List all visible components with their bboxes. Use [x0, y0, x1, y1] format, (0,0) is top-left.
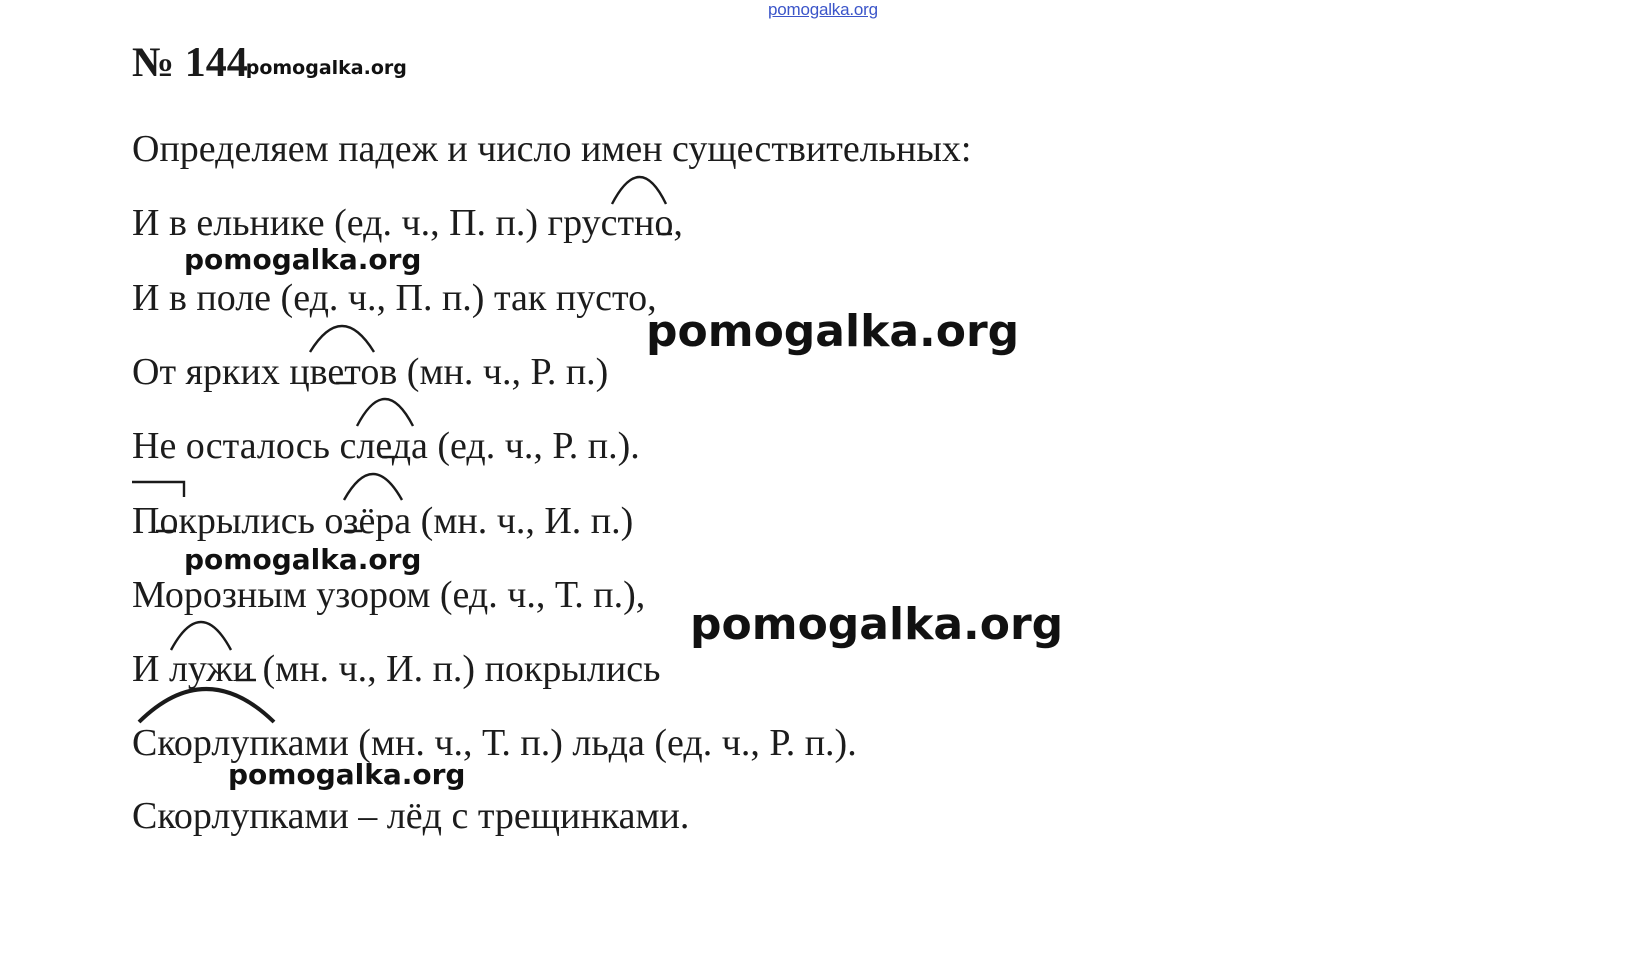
poem-line-3: От ярких цветов (мн. ч., Р. п.): [132, 351, 609, 393]
root-arc-skorlupkami: [139, 689, 274, 722]
exercise-title: [132, 42, 407, 84]
intro-line: Определяем падеж и число имен существительных:: [132, 128, 972, 170]
watermark-text: pomogalka.org: [690, 599, 1064, 650]
root-arc-tsvetov: [310, 326, 374, 352]
watermark-text: pomogalka.org: [228, 758, 466, 791]
root-arc-sleda: [357, 399, 413, 426]
poem-line-2: И в поле (ед. ч., П. п.) так пусто,: [132, 277, 657, 319]
prefix-mark-pokrylis: [132, 482, 184, 497]
watermark-top-link[interactable]: pomogalka.org: [768, 0, 878, 19]
poem-line-5: Покрылись озёра (мн. ч., И. п.): [132, 500, 634, 542]
poem-line-4: Не осталось следа (ед. ч., Р. п.).: [132, 425, 640, 467]
watermark-text: pomogalka.org: [184, 543, 422, 576]
poem-line-8: Скорлупками (мн. ч., Т. п.) льда (ед. ч., Р. п.).: [132, 722, 857, 764]
watermark-text: pomogalka.org: [184, 243, 422, 276]
root-arc-luzhi: [171, 622, 231, 650]
root-arc-grustno: [612, 177, 666, 204]
watermark-text: pomogalka.org: [646, 306, 1020, 357]
poem-line-6: Морозным узором (ед. ч., Т. п.),: [132, 574, 646, 616]
poem-line-9: Скорлупками – лёд с трещинками.: [132, 795, 690, 837]
poem-line-1: И в ельнике (ед. ч., П. п.) грустно,: [132, 202, 683, 244]
title-watermark: pomogalka.org: [245, 57, 407, 79]
exercise-number: № 144: [132, 40, 248, 86]
poem-line-7: И лужи (мн. ч., И. п.) покрылись: [132, 648, 661, 690]
root-arc-ozera: [344, 474, 402, 500]
